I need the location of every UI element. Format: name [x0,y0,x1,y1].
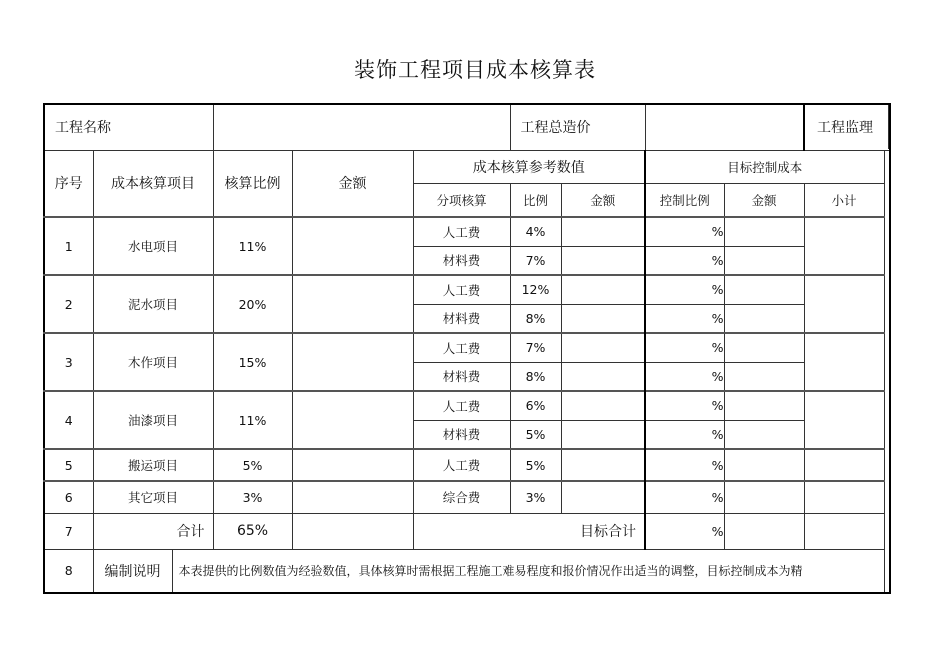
total-ctrl-amount-field[interactable] [724,513,804,549]
col-ref-amount: 金额 [561,183,645,217]
item-ratio: 11% [213,391,292,449]
ctrl-ratio-field[interactable]: % [645,304,724,333]
total-label: 合计 [93,513,213,549]
subtotal-field[interactable] [804,449,884,481]
ctrl-ratio-field[interactable]: % [645,275,724,304]
col-ratio: 核算比例 [213,150,292,217]
ctrl-amount-field[interactable] [724,304,804,333]
cost-accounting-table [43,103,891,594]
item-seq: 2 [44,275,93,333]
col-sub-item: 分项核算 [413,183,510,217]
subtotal-field[interactable] [804,333,884,391]
item-name: 水电项目 [93,217,213,275]
sub-item-ratio: 4% [510,217,561,246]
item-seq: 6 [44,481,93,513]
subtotal-field[interactable] [804,481,884,513]
sub-item-amount-field[interactable] [561,246,645,275]
col-ref-ratio: 比例 [510,183,561,217]
sub-item-ratio: 12% [510,275,561,304]
total-ctrl-ratio-field[interactable]: % [645,513,724,549]
sub-item-ratio: 8% [510,362,561,391]
table-row [44,217,890,246]
item-amount-field[interactable] [292,275,413,333]
project-name-field[interactable] [213,104,510,150]
sub-item-name: 材料费 [413,304,510,333]
col-subtotal: 小计 [804,183,884,217]
sub-item-amount-field[interactable] [561,304,645,333]
item-name: 泥水项目 [93,275,213,333]
sub-item-name: 人工费 [413,449,510,481]
col-item: 成本核算项目 [93,150,213,217]
col-amount: 金额 [292,150,413,217]
ctrl-amount-field[interactable] [724,420,804,449]
item-name: 其它项目 [93,481,213,513]
sub-item-name: 材料费 [413,420,510,449]
sub-item-name: 材料费 [413,246,510,275]
sub-item-amount-field[interactable] [561,217,645,246]
subtotal-field[interactable] [804,217,884,275]
supervisor-cell [804,104,890,150]
ctrl-amount-field[interactable] [724,217,804,246]
target-total-label: 目标合计 [413,513,645,549]
item-amount-field[interactable] [292,391,413,449]
sub-item-amount-field[interactable] [561,391,645,420]
sub-item-amount-field[interactable] [561,481,645,513]
total-seq: 7 [44,513,93,549]
ctrl-amount-field[interactable] [724,362,804,391]
ctrl-amount-field[interactable] [724,333,804,362]
sub-item-ratio: 7% [510,333,561,362]
table-row [44,275,890,304]
item-amount-field[interactable] [292,217,413,275]
ctrl-ratio-field[interactable]: % [645,333,724,362]
item-amount-field[interactable] [292,449,413,481]
sub-item-name: 人工费 [413,391,510,420]
total-ratio: 65% [213,513,292,549]
sub-item-amount-field[interactable] [561,449,645,481]
sub-item-name: 人工费 [413,333,510,362]
col-target-group: 目标控制成本 [645,150,884,183]
item-ratio: 20% [213,275,292,333]
ctrl-ratio-field[interactable]: % [645,449,724,481]
col-seq: 序号 [44,150,93,217]
sub-item-amount-field[interactable] [561,420,645,449]
sub-item-ratio: 7% [510,246,561,275]
total-amount-field[interactable] [292,513,413,549]
note-label: 编制说明 [94,550,173,592]
table-row [44,333,890,362]
sub-item-ratio: 3% [510,481,561,513]
sub-item-name: 综合费 [413,481,510,513]
sub-item-amount-field[interactable] [561,362,645,391]
table-row [44,481,890,513]
subtotal-field[interactable] [804,275,884,333]
item-seq: 4 [44,391,93,449]
sub-item-ratio: 5% [510,449,561,481]
item-seq: 1 [44,217,93,275]
ctrl-ratio-field[interactable]: % [645,420,724,449]
item-seq: 3 [44,333,93,391]
ctrl-ratio-field[interactable]: % [645,246,724,275]
ctrl-amount-field[interactable] [724,449,804,481]
item-ratio: 5% [213,449,292,481]
sub-item-ratio: 6% [510,391,561,420]
sub-item-ratio: 5% [510,420,561,449]
total-cost-field[interactable] [645,104,804,150]
item-name: 搬运项目 [93,449,213,481]
item-ratio: 11% [213,217,292,275]
project-name-label: 工程名称 [44,104,213,150]
item-ratio: 3% [213,481,292,513]
table-body [44,104,890,593]
header-info-row [44,104,890,150]
item-amount-field[interactable] [292,333,413,391]
note-seq: 8 [44,549,93,593]
column-header-row-1 [44,150,890,183]
subtotal-field[interactable] [804,391,884,449]
item-ratio: 15% [213,333,292,391]
ctrl-ratio-field[interactable]: % [645,362,724,391]
ctrl-amount-field[interactable] [724,246,804,275]
ctrl-ratio-field[interactable]: % [645,217,724,246]
ctrl-amount-field[interactable] [724,391,804,420]
col-ctrl-ratio: 控制比例 [645,183,724,217]
col-ctrl-amount: 金额 [724,183,804,217]
item-name: 油漆项目 [93,391,213,449]
sub-item-name: 材料费 [413,362,510,391]
total-row [44,513,890,549]
note-cell [93,549,884,593]
col-reference-group: 成本核算参考数值 [413,150,645,183]
ctrl-ratio-field[interactable]: % [645,391,724,420]
item-seq: 5 [44,449,93,481]
note-row [44,549,890,593]
item-amount-field[interactable] [292,481,413,513]
table-row [44,449,890,481]
sub-item-amount-field[interactable] [561,333,645,362]
total-subtotal-field[interactable] [804,513,884,549]
ctrl-ratio-field[interactable]: % [645,481,724,513]
total-cost-label: 工程总造价 [510,104,645,150]
sub-item-ratio: 8% [510,304,561,333]
sub-item-amount-field[interactable] [561,275,645,304]
sub-item-name: 人工费 [413,217,510,246]
note-text: 本表提供的比例数值为经验数值，具体核算时需根据工程施工难易程度和报价情况作出适当的调整，目标控制成本为精 [178,564,803,579]
page-title: 装饰工程项目成本核算表 [354,58,596,82]
table-row [44,391,890,420]
ctrl-amount-field[interactable] [724,481,804,513]
ctrl-amount-field[interactable] [724,275,804,304]
supervisor-label: 工程监理 [805,105,889,149]
item-name: 木作项目 [93,333,213,391]
sub-item-name: 人工费 [413,275,510,304]
